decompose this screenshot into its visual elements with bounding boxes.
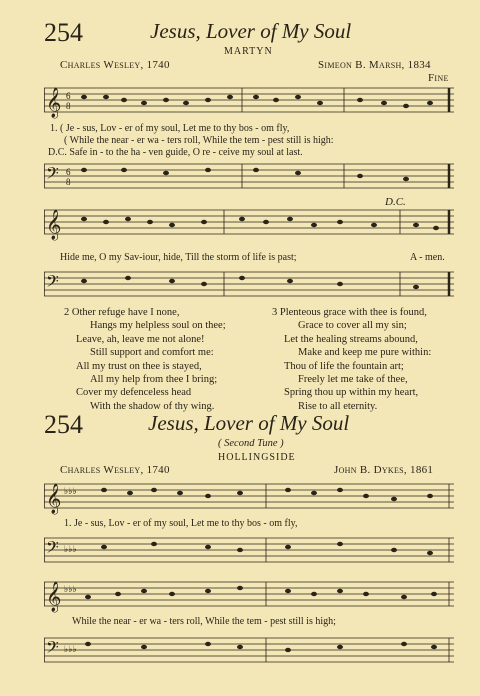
verse-line: All my help from thee I bring; [90, 374, 218, 386]
verse-line: 3 Plenteous grace with thee is found, [272, 307, 427, 318]
music-staff-bass [44, 632, 454, 672]
hymn-number: 254 [44, 18, 83, 47]
dc-marking: D.C. [385, 196, 406, 208]
music-staff-treble [44, 576, 454, 614]
svg-text:8: 8 [66, 177, 71, 187]
hymn-title: Jesus, Lover of My Soul [148, 411, 350, 435]
hymn-subtitle: ( Second Tune ) [218, 438, 284, 449]
verse-line: Spring thou up within my heart, [284, 387, 419, 399]
verse-line: Thou of life the fountain art; [284, 360, 404, 372]
svg-text:𝄞: 𝄞 [46, 210, 62, 239]
author: Charles Wesley, 1740 [60, 59, 170, 71]
svg-text:𝄢: 𝄢 [46, 539, 59, 561]
music-staff-treble [44, 84, 454, 124]
music-staff-bass [44, 268, 454, 304]
svg-text:𝄢: 𝄢 [46, 639, 59, 661]
verse-line: Still support and comfort me: [90, 347, 214, 359]
verse-line: Cover my defenceless head [76, 387, 192, 399]
verse-line: Rise to all eternity. [298, 400, 378, 412]
hymn-number: 254 [44, 410, 83, 439]
verse-line: Grace to cover all my sin; [298, 320, 407, 332]
lyric-line: 1. Je - sus, Lov - er of my soul, Let me to thy bos - om fly, [64, 518, 298, 529]
verse-line: Freely let me take of thee, [298, 374, 408, 386]
composer: John B. Dykes, 1861 [334, 464, 434, 476]
author: Charles Wesley, 1740 [60, 464, 170, 476]
verse-line: 2 Other refuge have I none, [64, 307, 180, 318]
verse-line: Hangs my helpless soul on thee; [90, 320, 226, 332]
verse-line: With the shadow of thy wing. [90, 400, 215, 412]
svg-text:♭♭♭: ♭♭♭ [64, 544, 77, 554]
music-staff-bass [44, 532, 454, 570]
composer: Simeon B. Marsh, 1834 [318, 59, 431, 71]
svg-text:𝄞: 𝄞 [46, 484, 62, 513]
verse-line: Leave, ah, leave me not alone! [76, 333, 205, 345]
svg-text:𝄢: 𝄢 [46, 165, 59, 187]
tune-name: MARTYN [224, 46, 273, 57]
lyric-line: ( While the near - er wa - ters roll, While the tem - pest still is high: [64, 135, 334, 146]
verse-3 [272, 306, 431, 413]
lyric-line: Hide me, O my Sav-iour, hide, Till the storm of life is past; [60, 252, 297, 263]
svg-text:6: 6 [66, 91, 71, 101]
music-staff-bass [44, 160, 454, 194]
svg-text:𝄞: 𝄞 [46, 582, 62, 611]
verse-line: Make and keep me pure within: [298, 347, 432, 359]
tune-name: HOLLINGSIDE [218, 452, 296, 463]
svg-text:♭♭♭: ♭♭♭ [64, 486, 77, 496]
verse-line: All my trust on thee is stayed, [76, 360, 202, 372]
verse-2 [64, 306, 226, 413]
lyric-line: While the near - er wa - ters roll, While the tem - pest still is high; [72, 616, 336, 627]
verse-line: Let the healing streams abound, [284, 333, 418, 345]
lyric-line: 1. ( Je - sus, Lov - er of my soul, Let me to thy bos - om fly, [50, 123, 290, 134]
hymn-title: Jesus, Lover of My Soul [150, 19, 352, 43]
svg-text:8: 8 [66, 101, 71, 111]
svg-text:6: 6 [66, 167, 71, 177]
svg-text:𝄞: 𝄞 [46, 88, 62, 117]
music-staff-treble [44, 478, 454, 516]
fine-marking: Fine [428, 72, 449, 84]
amen-lyric: A - men. [410, 252, 445, 263]
svg-text:𝄢: 𝄢 [46, 273, 59, 295]
lyric-line: D.C. Safe in - to the ha - ven guide, O re - ceive my soul at last. [48, 147, 303, 158]
svg-text:♭♭♭: ♭♭♭ [64, 584, 77, 594]
svg-text:♭♭♭: ♭♭♭ [64, 644, 77, 654]
music-staff-treble [44, 206, 454, 242]
